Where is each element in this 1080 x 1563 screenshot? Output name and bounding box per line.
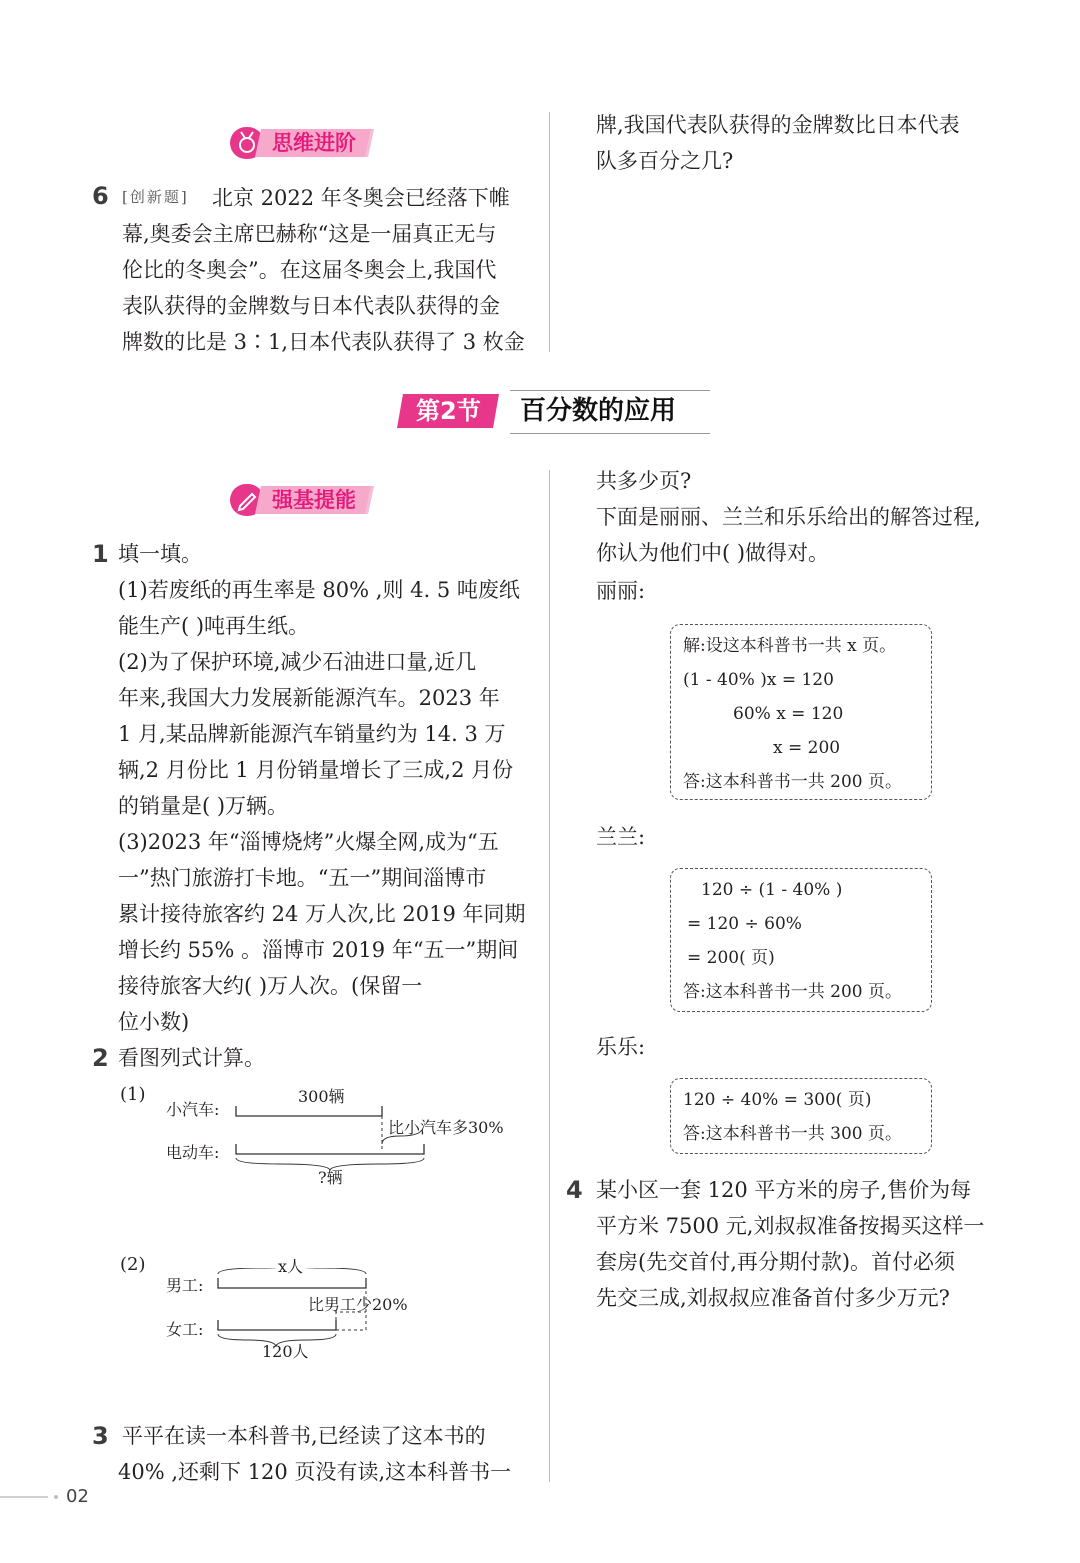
- q1-line-1: (1)若废纸的再生率是 80% ,则 4. 5 吨废纸: [118, 578, 520, 602]
- q4-line-2: 平方米 7500 元,刘叔叔准备按揭买这样一: [596, 1214, 985, 1238]
- q2-title: 看图列式计算。: [118, 1046, 265, 1070]
- q6-line-4: 表队获得的金牌数与日本代表队获得的金: [122, 294, 500, 318]
- diagram2-note: 比男工少20%: [308, 1295, 408, 1314]
- lili-line-1: 解:设这本科普书一共 x 页。: [683, 636, 897, 656]
- lili-name: 丽丽:: [596, 579, 646, 603]
- q6-line-5: 牌数的比是 3∶1,日本代表队获得了 3 枚金: [122, 330, 525, 354]
- q1-line-13: 位小数): [118, 1010, 190, 1034]
- lanlan-name: 兰兰:: [596, 825, 646, 849]
- q4-line-3: 套房(先交首付,再分期付款)。首付必须: [596, 1250, 956, 1274]
- q6-cont-1: 牌,我国代表队获得的金牌数比日本代表: [596, 113, 960, 137]
- question-number-2: 2: [92, 1044, 109, 1072]
- q4-line-1: 某小区一套 120 平方米的房子,售价为每: [596, 1178, 972, 1202]
- lanlan-line-2: = 120 ÷ 60%: [687, 914, 802, 934]
- q1-line-2: 能生产( )吨再生纸。: [118, 614, 310, 638]
- lesson-banner: [394, 390, 714, 432]
- diagram1-row2-label: 电动车:: [166, 1143, 220, 1162]
- lele-solution-box: [670, 1078, 932, 1154]
- page-number: 02: [66, 1486, 89, 1507]
- lanlan-line-1: 120 ÷ (1 - 40% ): [701, 880, 843, 900]
- lili-line-4: x = 200: [773, 738, 841, 758]
- diagram1-label: (1): [120, 1084, 146, 1105]
- section-title-basic: 强基提能: [272, 488, 356, 512]
- lili-solution-box: [670, 624, 932, 800]
- q1-line-5: 1 月,某品牌新能源汽车销量约为 14. 3 万: [118, 722, 506, 746]
- lanlan-solution-box: [670, 868, 932, 1012]
- q1-line-6: 辆,2 月份比 1 月份销量增长了三成,2 月份: [118, 758, 514, 782]
- diagram1-segment-graphic: [230, 1100, 440, 1170]
- q4-line-4: 先交三成,刘叔叔应准备首付多少万元?: [596, 1286, 950, 1310]
- q1-line-10: 累计接待旅客约 24 万人次,比 2019 年同期: [118, 902, 526, 926]
- diagram1-row1-label: 小汽车:: [166, 1100, 220, 1119]
- lili-line-2: (1 - 40% )x = 120: [683, 670, 834, 690]
- q6-line-2: 幕,奥委会主席巴赫称“这是一届真正无与: [122, 222, 497, 246]
- lili-line-5: 答:这本科普书一共 200 页。: [683, 772, 902, 792]
- lanlan-line-3: = 200( 页): [687, 948, 775, 968]
- lesson-number: 第2节: [416, 397, 481, 425]
- q3-line-1: 平平在读一本科普书,已经读了这本书的: [122, 1424, 486, 1448]
- question-number-1: 1: [92, 540, 109, 568]
- column-divider-bottom: [549, 470, 550, 1482]
- lele-line-2: 答:这本科普书一共 300 页。: [683, 1124, 902, 1144]
- section-badge-basic: [230, 484, 410, 516]
- question-tag: [创新题]: [122, 188, 189, 206]
- diagram1-top-value: 300辆: [298, 1087, 345, 1106]
- q1-line-3: (2)为了保护环境,减少石油进口量,近几: [118, 650, 477, 674]
- q1-line-7: 的销量是( )万辆。: [118, 794, 289, 818]
- section-title-thinking: 思维进阶: [272, 131, 356, 155]
- q1-title: 填一填。: [118, 542, 202, 566]
- section-badge-thinking: [230, 127, 410, 159]
- lesson-title: 百分数的应用: [520, 396, 677, 426]
- lili-line-3: 60% x = 120: [733, 704, 844, 724]
- q1-line-8: (3)2023 年“淄博烧烤”火爆全网,成为“五: [118, 830, 499, 854]
- diagram2-bottom-value: 120人: [262, 1342, 309, 1361]
- q3-cont-2: 下面是丽丽、兰兰和乐乐给出的解答过程,: [596, 505, 981, 529]
- diagram2-row2-label: 女工:: [166, 1320, 204, 1339]
- q1-line-12: 接待旅客大约( )万人次。(保留一: [118, 974, 423, 998]
- diagram2-segment-graphic: [212, 1268, 372, 1348]
- q1-line-4: 年来,我国大力发展新能源汽车。2023 年: [118, 686, 500, 710]
- diagram2-row1-label: 男工:: [166, 1276, 204, 1295]
- footer-dot: [54, 1495, 58, 1499]
- q1-line-9: 一”热门旅游打卡地。“五一”期间淄博市: [118, 866, 487, 890]
- q1-line-11: 增长约 55% 。淄博市 2019 年“五一”期间: [118, 938, 519, 962]
- lanlan-line-4: 答:这本科普书一共 200 页。: [683, 982, 902, 1002]
- q3-line-2: 40% ,还剩下 120 页没有读,这本科普书一: [118, 1460, 512, 1484]
- q3-cont-3: 你认为他们中( )做得对。: [596, 541, 830, 565]
- diagram2-top-value: x人: [278, 1257, 304, 1276]
- column-divider-top: [549, 112, 550, 352]
- diagram1-note: 比小汽车多30%: [388, 1118, 504, 1137]
- lele-name: 乐乐:: [596, 1035, 646, 1059]
- footer-rule: [0, 1496, 48, 1498]
- question-number-4: 4: [566, 1176, 583, 1204]
- question-number-3: 3: [92, 1422, 109, 1450]
- q3-cont-1: 共多少页?: [596, 469, 692, 493]
- lele-line-1: 120 ÷ 40% = 300( 页): [683, 1090, 872, 1110]
- diagram2-label: (2): [120, 1254, 146, 1275]
- q6-cont-2: 队多百分之几?: [596, 149, 734, 173]
- question-number-6: 6: [92, 182, 109, 210]
- q6-line-1: 北京 2022 年冬奥会已经落下帷: [212, 186, 510, 210]
- q6-line-3: 伦比的冬奥会”。在这届冬奥会上,我国代: [122, 258, 497, 282]
- diagram1-bottom-value: ?辆: [318, 1168, 343, 1187]
